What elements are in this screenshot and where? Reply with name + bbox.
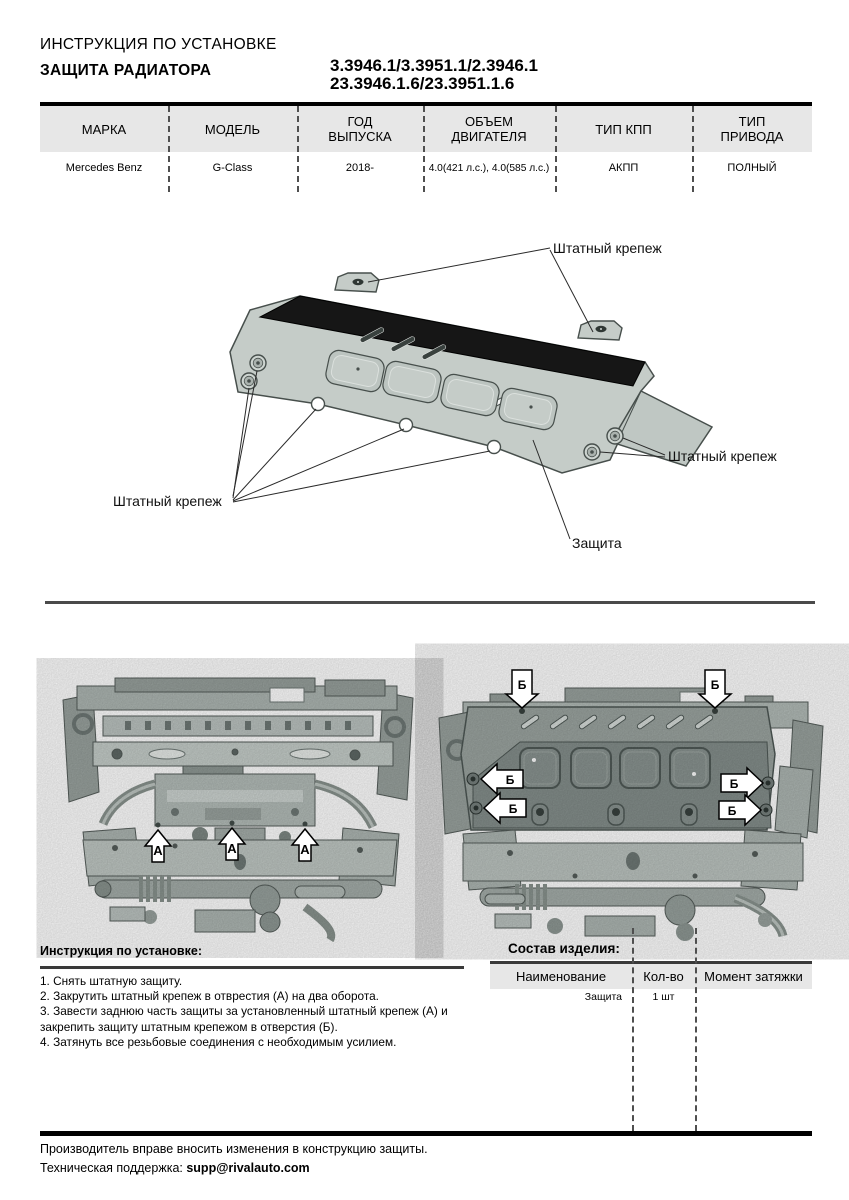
instruction-step: 2. Закрутить штатный крепеж в отврестия (А) на два оборота. xyxy=(40,989,379,1004)
section-divider xyxy=(45,601,815,604)
marker-a-label: А xyxy=(227,841,237,856)
spec-header-marka: МАРКА xyxy=(81,121,127,137)
parts-heading: Состав изделия: xyxy=(508,941,620,956)
marker-b-label: Б xyxy=(508,802,518,816)
spec-value-engine: 4.0(421 л.с.), 4.0(585 л.с.) xyxy=(428,162,550,174)
spec-value-drive: ПОЛНЫЙ xyxy=(727,162,777,174)
product-title: ЗАЩИТА РАДИАТОРА xyxy=(40,62,212,79)
spec-column-divider xyxy=(423,106,425,192)
footer-divider xyxy=(40,1131,812,1136)
spec-column-divider xyxy=(168,106,170,192)
footer-support-line xyxy=(40,1161,310,1175)
instructions-steps xyxy=(40,974,480,1050)
spec-header-drive: ТИП ПРИВОДА xyxy=(720,114,784,144)
part-numbers-line2: 23.3946.1.6/23.3951.1.6 xyxy=(330,74,515,93)
marker-b-label: Б xyxy=(505,773,515,787)
support-email: supp@rivalauto.com xyxy=(186,1161,310,1175)
spec-value-marka: Mercedes Benz xyxy=(65,162,143,174)
marker-b-label: Б xyxy=(727,804,737,818)
photo-grain xyxy=(55,672,425,944)
parts-header-qty: Кол-во xyxy=(643,969,684,984)
spec-value-model: G-Class xyxy=(212,162,253,174)
spec-header-gearbox: ТИП КПП xyxy=(595,121,652,137)
marker-a-label: А xyxy=(153,843,163,858)
spec-value-year: 2018- xyxy=(345,162,375,174)
mounting-tab-left xyxy=(335,273,379,292)
footer-disclaimer: Производитель вправе вносить изменения в конструкцию защиты. xyxy=(40,1142,428,1156)
callout-fastener-right: Штатный крепеж xyxy=(668,448,777,464)
support-label: Техническая поддержка: xyxy=(40,1161,187,1175)
document-title: ИНСТРУКЦИЯ ПО УСТАНОВКЕ xyxy=(40,36,277,53)
spec-column-divider xyxy=(297,106,299,192)
spec-header-year: ГОД ВЫПУСКА xyxy=(328,114,392,144)
spec-header-model: МОДЕЛЬ xyxy=(204,121,261,137)
skid-plate xyxy=(230,296,712,473)
instruction-step: 1. Снять штатную защиту. xyxy=(40,974,183,988)
parts-value-qty: 1 шт xyxy=(652,991,675,1003)
instructions-underline xyxy=(40,966,464,969)
instruction-step: 3. Завести заднюю часть защиты за установленный штатный крепеж (А) и закрепить защиту штатным крепежом в отверстия (Б). xyxy=(40,1004,448,1034)
photo-underside-after xyxy=(435,658,833,945)
mounting-tab-right xyxy=(578,321,622,340)
marker-b-label: Б xyxy=(710,678,720,692)
callout-plate: Защита xyxy=(572,535,622,551)
instructions-heading: Инструкция по установке: xyxy=(40,944,202,958)
parts-value-torque xyxy=(695,989,812,1005)
callout-fastener-left: Штатный крепеж xyxy=(113,493,222,509)
marker-b-label: Б xyxy=(517,678,527,692)
parts-column-divider xyxy=(632,928,634,1131)
instruction-step: 4. Затянуть все резьбовые соединения с необходимым усилием. xyxy=(40,1034,397,1049)
parts-value-name: Защита xyxy=(584,991,622,1003)
parts-column-divider xyxy=(695,928,697,1131)
parts-header-torque: Момент затяжки xyxy=(704,969,803,984)
marker-a-label: А xyxy=(300,842,310,857)
part-numbers xyxy=(330,57,538,93)
marker-b-label: Б xyxy=(729,777,739,791)
install-diagram xyxy=(70,228,785,558)
parts-header-name: Наименование xyxy=(515,969,607,984)
photo-underside-before xyxy=(55,672,425,944)
part-numbers-line1: 3.3946.1/3.3951.1/2.3946.1 xyxy=(330,56,538,75)
spec-column-divider xyxy=(555,106,557,192)
spec-value-gearbox: АКПП xyxy=(608,162,639,174)
spec-column-divider xyxy=(692,106,694,192)
spec-header-engine: ОБЪЕМ ДВИГАТЕЛЯ xyxy=(451,114,527,144)
callout-fastener-top: Штатный крепеж xyxy=(553,240,662,256)
